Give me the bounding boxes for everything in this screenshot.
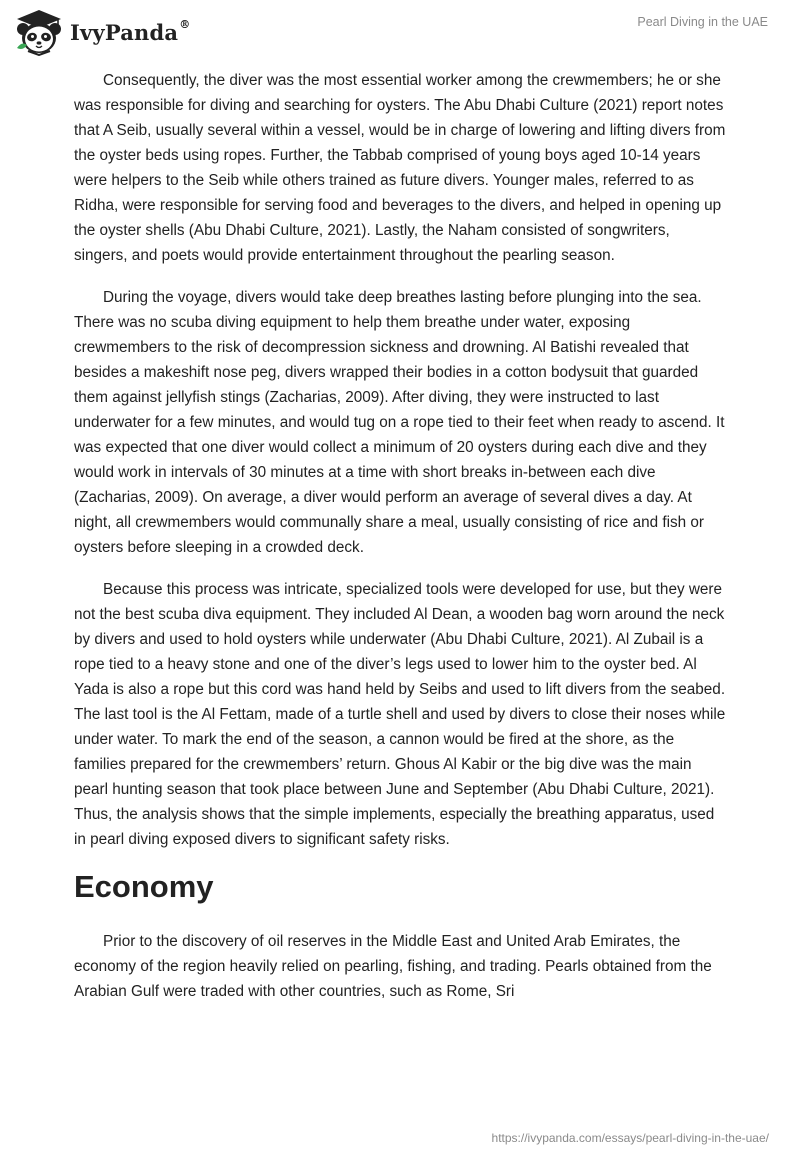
essay-body <box>74 68 726 1021</box>
panda-graduate-icon <box>14 8 64 56</box>
paragraph-crew-roles: Consequently, the diver was the most essential worker among the crewmembers; he or she was responsible for diving and searching for oysters. The Abu Dhabi Culture (2021) report notes that A Seib, usually several within a vessel, would be in charge of lowering and lifting divers from the oyster beds using ropes. Further, the Tabbab comprised of young boys aged 10-14 years were helpers to the Seib while others trained as future divers. Younger males, referred to as Ridha, were responsible for serving food and beverages to the divers, and helped in opening up the oyster shells (Abu Dhabi Culture, 2021). Lastly, the Naham consisted of songwriters, singers, and poets would provide entertainment throughout the pearling season. <box>74 72 726 264</box>
section-heading-economy: Economy <box>74 869 214 904</box>
paragraph-economy: Prior to the discovery of oil reserves in the Middle East and United Arab Emirates, the economy of the region heavily relied on pearling, fishing, and trading. Pearls obtained from the Arabian Gulf were traded with other countries, such as Rome, Sri <box>74 933 712 1000</box>
logo-wordmark: IvyPanda® <box>70 17 191 45</box>
footer-url[interactable]: https://ivypanda.com/essays/pearl-diving-in-the-uae/ <box>491 1131 769 1145</box>
paragraph-tools: Because this process was intricate, specialized tools were developed for use, but they were not the best scuba diva equipment. They included Al Dean, a wooden bag worn around the neck by divers and used to hold oysters while underwater (Abu Dhabi Culture, 2021). Al Zubail is a rope tied to a heavy stone and one of the diver’s legs used to lower him to the oyster bed. Al Yada is also a rope but this cord was hand held by Seibs and used to lift divers from the seabed. The last tool is the Al Fettam, made of a turtle shell and used by divers to close their noses while under water. To mark the end of the season, a cannon would be fired at the shore, as the families prepared for the crewmembers’ return. Ghous Al Kabir or the big dive was the main pearl hunting season that took place between June and September (Abu Dhabi Culture, 2021). Thus, the analysis shows that the simple implements, especially the breathing apparatus, used in pearl diving exposed divers to significant safety risks. <box>74 581 726 848</box>
document-title: Pearl Diving in the UAE <box>637 15 768 29</box>
ivypanda-logo[interactable] <box>14 8 190 56</box>
page-header <box>0 0 800 66</box>
paragraph-voyage: During the voyage, divers would take deep breathes lasting before plunging into the sea. There was no scuba diving equipment to help them breathe under water, exposing crewmembers to the risk of decompression sickness and drowning. Al Batishi revealed that besides a makeshift nose peg, divers wrapped their bodies in a cotton bodysuit that guarded them against jellyfish stings (Zacharias, 2009). After diving, they were instructed to last underwater for a few minutes, and would tug on a rope tied to their feet when ready to ascend. It was expected that one diver would collect a minimum of 20 oysters during each dive and they would work in intervals of 30 minutes at a time with short breaks in-between each dive (Zacharias, 2009). On average, a diver would perform an average of several dives a day. At night, all crewmembers would communally share a meal, usually consisting of rice and fish or oysters before sleeping in a crowded deck. <box>74 289 725 556</box>
